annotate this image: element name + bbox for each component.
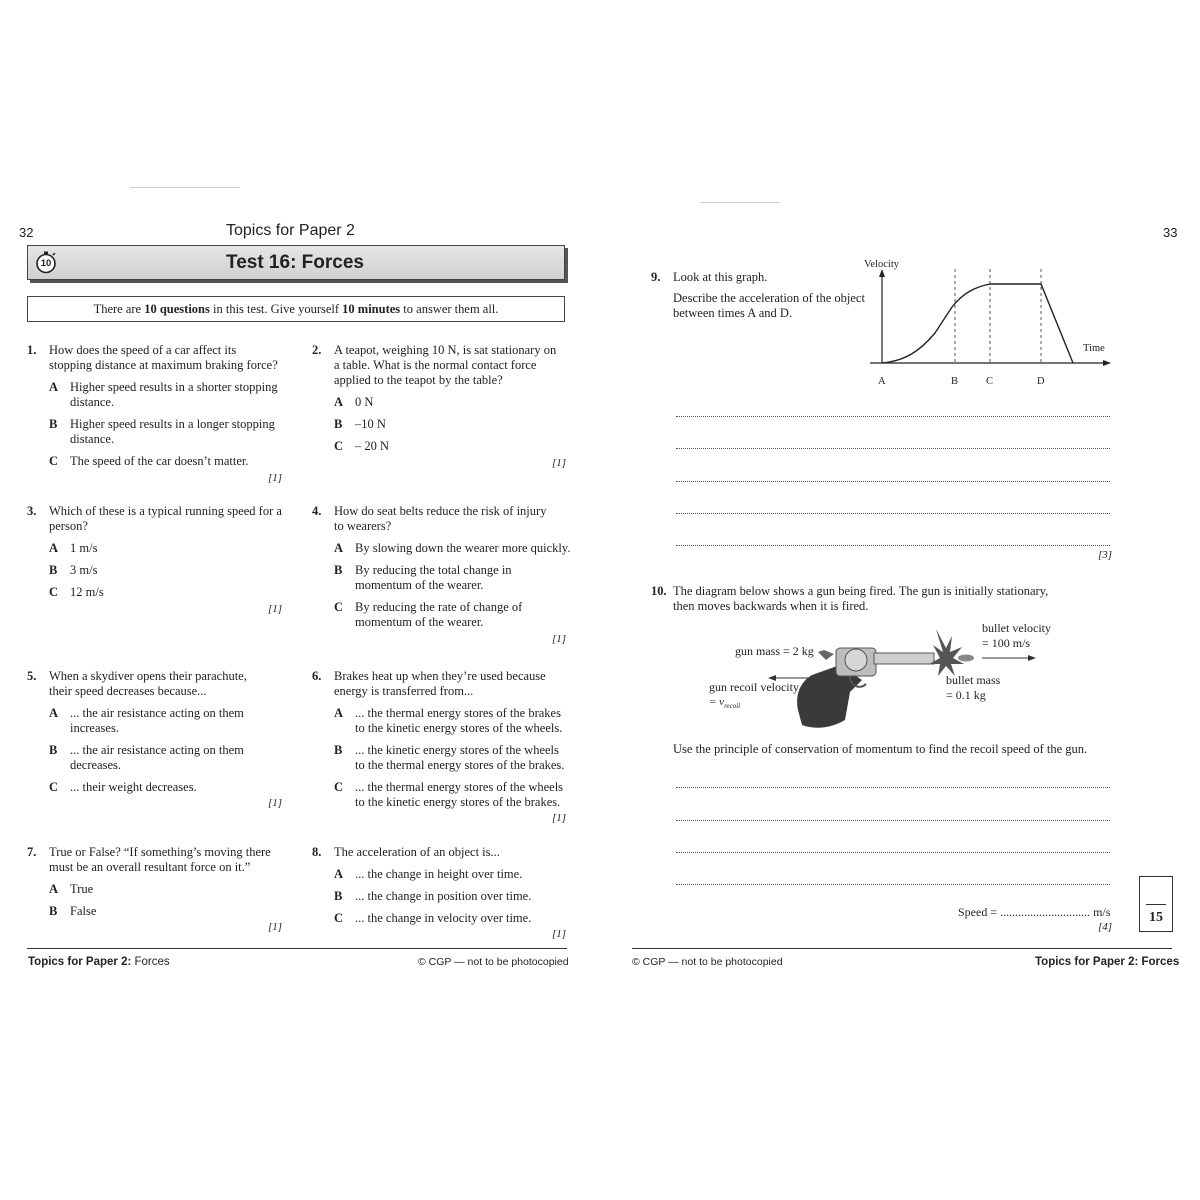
footer-topic-label: Topics for Paper 2:	[28, 956, 132, 968]
bullet-arrowhead	[1028, 655, 1036, 661]
option-c[interactable]	[334, 600, 572, 630]
question-number: 3.	[27, 504, 37, 518]
bullet-velocity-label-2: = 100 m/s	[982, 636, 1031, 650]
option-c[interactable]	[334, 439, 560, 454]
option-text: ... their weight decreases.	[70, 780, 197, 794]
footer-topic-label: Topics for Paper 2:	[1035, 956, 1139, 968]
option-letter: B	[334, 743, 343, 757]
page-number-left: 32	[19, 225, 34, 240]
option-text: 1 m/s	[70, 541, 98, 555]
footer-topic-name: Forces	[131, 956, 170, 968]
option-letter: A	[334, 541, 344, 555]
recoil-symbol-v: = v	[709, 696, 725, 708]
option-text: ... the air resistance acting on them decreases.	[70, 743, 244, 772]
option-c[interactable]	[49, 454, 282, 469]
answer-line[interactable]	[676, 448, 1110, 449]
option-text: ... the thermal energy stores of the wheels to the kinetic energy stores of the brakes.	[355, 780, 564, 809]
option-text: 12 m/s	[70, 585, 104, 599]
footer-rule-right	[632, 948, 1172, 949]
speed-label: Speed =	[958, 905, 1001, 919]
option-text: 3 m/s	[70, 563, 98, 577]
option-letter: C	[334, 600, 344, 614]
question-9-number: 9.	[651, 270, 661, 284]
question-7	[27, 845, 277, 919]
option-letter: B	[334, 889, 343, 903]
option-text: By reducing the rate of change of momentum of the wearer.	[355, 600, 523, 629]
question-5	[27, 669, 257, 795]
test-title: Test 16: Forces	[226, 252, 364, 273]
option-letter: A	[49, 882, 59, 896]
question-4	[312, 504, 572, 630]
option-text: By reducing the total change in momentum of the wearer.	[355, 563, 512, 592]
answer-line[interactable]	[676, 481, 1110, 482]
option-text: ... the air resistance acting on them increases.	[70, 706, 244, 735]
question-9-line1: Look at this graph.	[673, 270, 768, 284]
option-letter: A	[334, 706, 344, 720]
recoil-subscript: recoil	[724, 702, 741, 711]
question-10-number: 10.	[651, 584, 667, 598]
score-total: 15	[1149, 910, 1163, 925]
velocity-time-graph	[855, 255, 1125, 395]
score-box-divider	[1146, 904, 1166, 905]
graph-tick-d: D	[1037, 376, 1045, 387]
option-c[interactable]	[49, 585, 282, 600]
option-letter: B	[49, 743, 58, 757]
option-letter: C	[49, 780, 59, 794]
answer-line[interactable]	[676, 545, 1110, 546]
option-a[interactable]	[49, 882, 277, 897]
graph-y-label: Velocity	[864, 259, 899, 270]
option-text: – 20 N	[355, 439, 390, 453]
answer-line[interactable]	[676, 787, 1110, 788]
answer-line[interactable]	[676, 416, 1110, 417]
page-edge-left	[130, 187, 240, 188]
gun-recoil-symbol	[709, 696, 740, 710]
bullet-mass-label-2: = 0.1 kg	[946, 688, 986, 702]
gun-recoil-label: gun recoil velocity	[709, 680, 799, 694]
option-letter: B	[334, 563, 343, 577]
option-a[interactable]	[334, 395, 560, 410]
option-a[interactable]	[334, 541, 572, 556]
speed-answer[interactable]	[958, 905, 1110, 920]
page-edge-right	[700, 202, 780, 203]
mark-label: [1]	[268, 921, 283, 933]
speed-unit: m/s	[1090, 905, 1111, 919]
gun-barrel	[874, 653, 934, 664]
graph-tick-b: B	[951, 376, 959, 387]
question-1	[27, 343, 282, 469]
option-b[interactable]	[334, 417, 560, 432]
option-letter: A	[49, 380, 59, 394]
option-text: –10 N	[355, 417, 386, 431]
score-box[interactable]	[1139, 876, 1173, 932]
option-b[interactable]	[334, 743, 567, 773]
option-a[interactable]	[49, 380, 282, 410]
option-text: ... the kinetic energy stores of the wheels to the thermal energy stores of the brakes.	[355, 743, 565, 772]
mark-label: [4]	[1098, 921, 1113, 933]
option-b[interactable]	[49, 743, 257, 773]
option-text: By slowing down the wearer more quickly.	[355, 541, 571, 555]
option-b[interactable]	[49, 904, 277, 919]
question-2	[312, 343, 560, 454]
mark-label: [1]	[552, 457, 567, 469]
option-b[interactable]	[49, 563, 282, 578]
option-text: ... the change in position over time.	[355, 889, 532, 903]
page-header: Topics for Paper 2	[226, 222, 355, 239]
question-9-line2: Describe the acceleration of the object between times A and D.	[673, 291, 865, 320]
mark-label: [1]	[268, 797, 283, 809]
graph-x-label: Time	[1083, 343, 1105, 354]
answer-line[interactable]	[676, 884, 1110, 885]
footer-rule-left	[27, 948, 567, 949]
option-letter: C	[334, 911, 344, 925]
mark-label: [1]	[552, 928, 567, 940]
question-10-stem: The diagram below shows a gun being fired. The gun is initially stationary, then moves backwards when it is fired.	[673, 584, 1049, 613]
question-8	[312, 845, 562, 926]
option-letter: C	[334, 780, 344, 794]
instructions-text: There are	[93, 302, 145, 316]
graph-tick-c: C	[986, 376, 994, 387]
question-number: 7.	[27, 845, 37, 859]
answer-line[interactable]	[676, 820, 1110, 821]
gun-cylinder	[845, 649, 867, 671]
mark-label: [3]	[1098, 549, 1113, 561]
question-number: 4.	[312, 504, 322, 518]
option-letter: C	[334, 439, 344, 453]
page-number-right: 33	[1163, 225, 1178, 240]
instructions-count: 10 questions	[144, 302, 210, 316]
question-stem: How does the speed of a car affect its stopping distance at maximum braking force?	[49, 343, 278, 372]
instructions-text: to answer them all.	[400, 302, 499, 316]
speed-answer-dots[interactable]: ..............................	[1000, 905, 1091, 919]
footer-copyright-right: © CGP — not to be photocopied	[632, 956, 783, 968]
option-text: True	[70, 882, 94, 896]
option-a[interactable]	[49, 541, 282, 556]
option-text: ... the change in velocity over time.	[355, 911, 532, 925]
option-letter: A	[334, 395, 344, 409]
option-text: Higher speed results in a longer stopping distance.	[70, 417, 275, 446]
bullet-mass-label-1: bullet mass	[946, 673, 1001, 687]
instructions-time: 10 minutes	[342, 302, 401, 316]
question-stem: How do seat belts reduce the risk of injury to wearers?	[334, 504, 547, 533]
mark-label: [1]	[268, 472, 283, 484]
question-number: 2.	[312, 343, 322, 357]
option-c[interactable]	[334, 780, 567, 810]
option-text: 0 N	[355, 395, 374, 409]
question-number: 8.	[312, 845, 322, 859]
question-number: 5.	[27, 669, 37, 683]
gun-mass-label: gun mass = 2 kg	[735, 644, 814, 658]
bullet-velocity-label-1: bullet velocity	[982, 621, 1051, 635]
y-axis-arrow	[879, 269, 885, 277]
option-b[interactable]	[49, 417, 282, 447]
option-letter: B	[49, 417, 58, 431]
timer-minutes: 10	[40, 258, 52, 269]
gun-hammer	[818, 650, 834, 660]
option-a[interactable]	[49, 706, 257, 736]
x-axis-arrow	[1103, 360, 1111, 366]
option-text: ... the thermal energy stores of the brakes to the kinetic energy stores of the wheels.	[355, 706, 563, 735]
answer-line[interactable]	[676, 852, 1110, 853]
option-letter: B	[334, 417, 343, 431]
option-letter: B	[49, 563, 58, 577]
option-letter: A	[49, 706, 59, 720]
question-stem: Which of these is a typical running speed for a person?	[49, 504, 282, 533]
question-number: 6.	[312, 669, 322, 683]
bullet	[958, 655, 974, 662]
option-c[interactable]	[334, 911, 562, 926]
question-stem: True or False? “If something’s moving there must be an overall resultant force on it.”	[49, 845, 271, 874]
option-b[interactable]	[334, 563, 572, 593]
option-text: ... the change in height over time.	[355, 867, 523, 881]
question-stem: A teapot, weighing 10 N, is sat stationary on a table. What is the normal contact force applied to the teapot by the table?	[334, 343, 557, 387]
option-letter: A	[334, 867, 344, 881]
instructions-box	[27, 296, 565, 322]
question-number: 1.	[27, 343, 37, 357]
option-text: False	[70, 904, 97, 918]
question-6	[312, 669, 567, 810]
option-letter: B	[49, 904, 58, 918]
footer-copyright-left: © CGP — not to be photocopied	[418, 956, 569, 968]
footer-left-topic	[28, 956, 170, 968]
option-b[interactable]	[334, 889, 562, 904]
option-letter: C	[49, 585, 59, 599]
option-a[interactable]	[334, 867, 562, 882]
footer-right-topic	[1035, 956, 1179, 968]
velocity-curve	[882, 284, 1073, 363]
instructions-text: in this test. Give yourself	[209, 302, 343, 316]
option-letter: A	[49, 541, 59, 555]
option-text: Higher speed results in a shorter stopping distance.	[70, 380, 278, 409]
answer-line[interactable]	[676, 513, 1110, 514]
option-text: The speed of the car doesn’t matter.	[70, 454, 249, 468]
question-stem: The acceleration of an object is...	[334, 845, 500, 859]
mark-label: [1]	[552, 812, 567, 824]
question-stem: When a skydiver opens their parachute, their speed decreases because...	[49, 669, 247, 698]
question-3	[27, 504, 282, 600]
graph-tick-a: A	[878, 376, 886, 387]
question-stem: Brakes heat up when they’re used because energy is transferred from...	[334, 669, 546, 698]
option-c[interactable]	[49, 780, 257, 795]
footer-topic-name: Forces	[1138, 956, 1180, 968]
option-letter: C	[49, 454, 59, 468]
mark-label: [1]	[268, 603, 283, 615]
mark-label: [1]	[552, 633, 567, 645]
question-10-instruction: Use the principle of conservation of momentum to find the recoil speed of the gun.	[673, 742, 1088, 756]
option-a[interactable]	[334, 706, 567, 736]
